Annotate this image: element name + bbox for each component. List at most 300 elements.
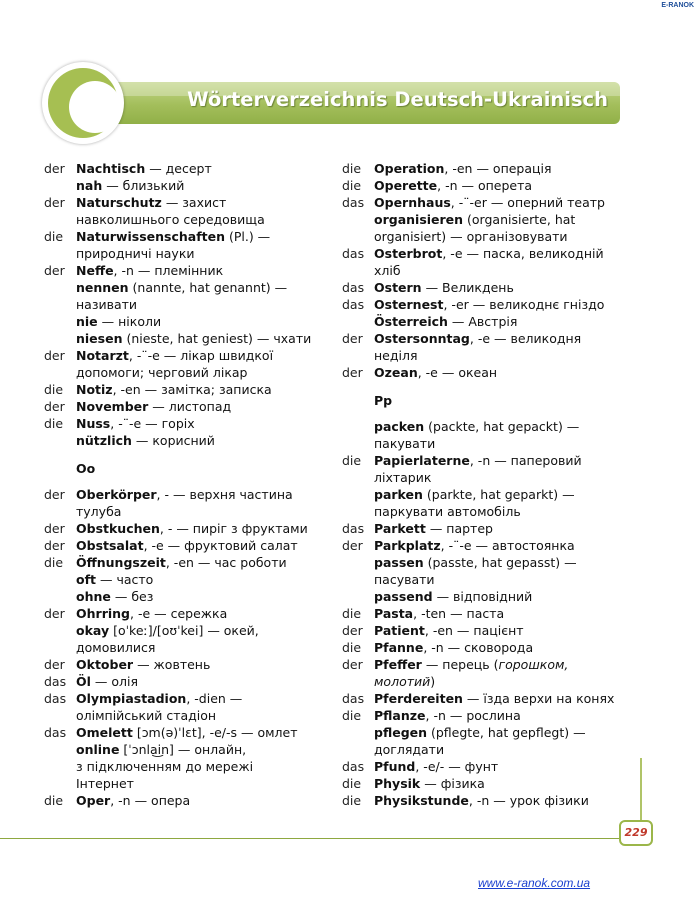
entry-text xyxy=(76,554,322,571)
glossary-entry xyxy=(44,537,322,554)
entry-article: die xyxy=(342,708,362,723)
entry-headword: Ozean xyxy=(374,365,418,380)
entry-text xyxy=(76,724,322,741)
entry-translation: [oˈkeː]/[oʊˈkei] — окей, xyxy=(109,623,259,638)
entry-text xyxy=(76,775,322,792)
entry-headword: Omelett xyxy=(76,725,133,740)
entry-translation: , -¨-e — автостоянка xyxy=(440,538,575,553)
entry-translation: (packte, hat gepackt) — xyxy=(424,419,580,434)
entry-translation: допомоги; черговий лікар xyxy=(76,365,248,380)
entry-text xyxy=(76,228,322,245)
entry-headword: pflegen xyxy=(374,725,428,740)
glossary-entry xyxy=(44,381,322,398)
entry-text xyxy=(374,656,642,673)
glossary-entry xyxy=(44,262,322,279)
entry-headword: Öffnungszeit xyxy=(76,555,166,570)
entry-headword: Ohrring xyxy=(76,606,130,621)
entry-text xyxy=(76,296,322,313)
entry-text xyxy=(76,656,322,673)
entry-translation: пасувати xyxy=(374,572,435,587)
entry-translation: , -n — опера xyxy=(110,793,191,808)
entry-article xyxy=(342,503,374,520)
entry-article: der xyxy=(44,399,65,414)
entry-text xyxy=(374,160,642,177)
entry-translation: (parkte, hat geparkt) — xyxy=(422,487,575,502)
glossary-entry xyxy=(44,639,322,656)
entry-translation: — Австрія xyxy=(447,314,518,329)
entry-text xyxy=(76,537,322,554)
entry-text xyxy=(76,364,322,381)
entry-article: die xyxy=(342,776,362,791)
entry-text xyxy=(76,262,322,279)
entry-text xyxy=(374,605,642,622)
entry-article: die xyxy=(44,555,64,570)
entry-translation: олімпійський стадіон xyxy=(76,708,217,723)
page-number: 229 xyxy=(619,820,653,846)
glossary-entry xyxy=(44,330,322,347)
entry-text xyxy=(374,673,642,690)
entry-translation: — партер xyxy=(425,521,493,536)
entry-text xyxy=(374,418,642,435)
entry-text xyxy=(374,588,642,605)
glossary-entry xyxy=(342,330,642,347)
glossary-entry xyxy=(44,228,322,245)
glossary-entry xyxy=(44,415,322,432)
entry-article xyxy=(44,177,76,194)
entry-text xyxy=(374,364,642,381)
entry-translation: — часто xyxy=(96,572,154,587)
glossary-entry xyxy=(44,707,322,724)
margin-rule xyxy=(640,758,642,820)
entry-article: die xyxy=(342,793,362,808)
decorative-circle-icon xyxy=(42,62,124,144)
entry-translation: , -n — племінник xyxy=(113,263,224,278)
entry-translation: тулуба xyxy=(76,504,122,519)
entry-translation: доглядати xyxy=(374,742,445,757)
entry-headword: Olympiastadion xyxy=(76,691,187,706)
entry-headword: Osternest xyxy=(374,297,444,312)
entry-article: der xyxy=(44,161,65,176)
entry-text xyxy=(76,313,322,330)
glossary-entry xyxy=(342,486,642,503)
entry-article: der xyxy=(342,331,363,346)
glossary-entry xyxy=(342,452,642,469)
entry-translation: Інтернет xyxy=(76,776,134,791)
glossary-entry xyxy=(342,313,642,330)
entry-translation: неділя xyxy=(374,348,418,363)
entry-article: die xyxy=(44,416,64,431)
entry-headword: Patient xyxy=(374,623,425,638)
glossary-entry xyxy=(342,245,642,262)
entry-article xyxy=(44,432,76,449)
entry-article: die xyxy=(44,382,64,397)
entry-article xyxy=(342,313,374,330)
entry-text xyxy=(76,381,322,398)
entry-headword: okay xyxy=(76,623,110,638)
entry-article: das xyxy=(342,195,365,210)
entry-translation: , -en — час роботи xyxy=(165,555,287,570)
entry-article xyxy=(342,571,374,588)
entry-headword: Operette xyxy=(374,178,438,193)
entry-translation: — перець ( xyxy=(421,657,499,672)
entry-translation: , -n — урок фізики xyxy=(468,793,589,808)
entry-article: der xyxy=(44,606,65,621)
entry-headword: Pfeffer xyxy=(374,657,422,672)
entry-text xyxy=(374,741,642,758)
entry-translation: (organisierte, hat xyxy=(463,212,576,227)
entry-translation: , -¨-e — горіх xyxy=(110,416,195,431)
entry-text xyxy=(76,605,322,622)
entry-text xyxy=(76,707,322,724)
entry-headword: parken xyxy=(374,487,423,502)
entry-article: die xyxy=(342,178,362,193)
glossary-entry xyxy=(44,741,322,758)
entry-headword: nie xyxy=(76,314,98,329)
entry-translation: ліхтарик xyxy=(374,470,432,485)
entry-text xyxy=(76,211,322,228)
entry-headword: Notarzt xyxy=(76,348,129,363)
glossary-entry xyxy=(342,673,642,690)
entry-article: die xyxy=(342,640,362,655)
entry-translation: , -e/- — фунт xyxy=(415,759,499,774)
entry-headword: passend xyxy=(374,589,433,604)
entry-headword: Pferdereiten xyxy=(374,691,463,706)
glossary-entry xyxy=(342,435,642,452)
glossary-entry xyxy=(44,554,322,571)
entry-article: das xyxy=(342,759,365,774)
entry-article: das xyxy=(44,674,67,689)
entry-article xyxy=(44,296,76,313)
entry-text xyxy=(76,245,322,262)
entry-article: die xyxy=(342,453,362,468)
glossary-entry xyxy=(342,160,642,177)
glossary-entry xyxy=(44,622,322,639)
glossary-entry xyxy=(342,537,642,554)
entry-article xyxy=(44,330,76,347)
entry-article: der xyxy=(342,657,363,672)
glossary-entry xyxy=(44,520,322,537)
entry-text xyxy=(76,432,322,449)
entry-text xyxy=(374,639,642,656)
entry-text xyxy=(76,792,322,809)
glossary-entry xyxy=(44,486,322,503)
entry-article xyxy=(342,554,374,571)
glossary-entry xyxy=(44,775,322,792)
entry-translation: , -e — великодня xyxy=(469,331,582,346)
entry-article xyxy=(44,707,76,724)
glossary-entry xyxy=(342,639,642,656)
entry-headword: Pasta xyxy=(374,606,414,621)
entry-article xyxy=(342,418,374,435)
glossary-entry xyxy=(342,177,642,194)
glossary-entry xyxy=(44,588,322,605)
entry-text xyxy=(76,588,322,605)
entry-text xyxy=(374,245,642,262)
entry-article: das xyxy=(342,246,365,261)
entry-text xyxy=(76,347,322,364)
entry-text xyxy=(374,520,642,537)
entry-translation: , -er — великоднє гніздо xyxy=(443,297,605,312)
entry-text xyxy=(374,554,642,571)
entry-translation: (Pl.) — xyxy=(225,229,271,244)
glossary-entry xyxy=(44,571,322,588)
entry-headword: Parkplatz xyxy=(374,538,441,553)
entry-translation: паркувати автомобіль xyxy=(374,504,521,519)
entry-text xyxy=(76,330,322,347)
section-letter-heading: Oo xyxy=(76,461,96,476)
entry-translation: , -n — рослина xyxy=(425,708,521,723)
entry-translation: — їзда верхи на конях xyxy=(462,691,615,706)
page-title: Wörterverzeichnis Deutsch-Ukrainisch xyxy=(187,88,608,111)
entry-text xyxy=(374,330,642,347)
entry-text xyxy=(76,486,322,503)
entry-article xyxy=(44,211,76,228)
glossary-entry xyxy=(44,347,322,364)
entry-translation: — жовтень xyxy=(133,657,211,672)
entry-headword: online xyxy=(76,742,120,757)
entry-translation: — олія xyxy=(90,674,138,689)
entry-headword: Osterbrot xyxy=(374,246,443,261)
entry-translation: , -e — океан xyxy=(417,365,498,380)
glossary-entry xyxy=(342,588,642,605)
glossary-entry xyxy=(44,194,322,211)
entry-text xyxy=(76,415,322,432)
entry-headword: Neffe xyxy=(76,263,114,278)
entry-headword: niesen xyxy=(76,331,123,346)
glossary-entry xyxy=(342,758,642,775)
entry-translation: домовилися xyxy=(76,640,156,655)
glossary-entry xyxy=(44,279,322,296)
entry-text xyxy=(374,724,642,741)
glossary-entry xyxy=(44,673,322,690)
entry-translation: — ніколи xyxy=(97,314,162,329)
entry-text xyxy=(374,262,642,279)
entry-translation: природничі науки xyxy=(76,246,195,261)
circle-inner xyxy=(69,81,121,133)
glossary-entry xyxy=(44,432,322,449)
entry-headword: organisieren xyxy=(374,212,464,227)
glossary-entry xyxy=(44,364,322,381)
entry-article xyxy=(342,211,374,228)
entry-article: der xyxy=(44,195,65,210)
entry-article xyxy=(44,245,76,262)
glossary-entry xyxy=(342,364,642,381)
entry-translation: [ɔm(ə)ˈlɛt], -e/-s — омлет xyxy=(132,725,298,740)
section-letter-heading: Pp xyxy=(374,393,393,408)
entry-translation: , -¨-er — оперний театр xyxy=(450,195,605,210)
entry-headword: Operation xyxy=(374,161,445,176)
glossary-entry xyxy=(342,571,642,588)
entry-article xyxy=(44,279,76,296)
entry-translation: — без xyxy=(110,589,154,604)
entry-translation: навколишнього середовища xyxy=(76,212,265,227)
entry-headword: Nachtisch xyxy=(76,161,146,176)
entry-headword: passen xyxy=(374,555,424,570)
entry-headword: Oberkörper xyxy=(76,487,157,502)
entry-text xyxy=(374,211,642,228)
entry-text xyxy=(76,622,322,639)
entry-article xyxy=(342,435,374,452)
entry-article xyxy=(44,364,76,381)
left-glossary-column xyxy=(44,160,322,809)
entry-headword: Opernhaus xyxy=(374,195,451,210)
glossary-entry xyxy=(342,775,642,792)
entry-headword: nah xyxy=(76,178,103,193)
entry-translation: , -n — сковорода xyxy=(423,640,534,655)
glossary-entry xyxy=(342,503,642,520)
glossary-entry xyxy=(44,690,322,707)
glossary-entry xyxy=(342,792,642,809)
entry-text xyxy=(76,741,322,758)
entry-headword: nützlich xyxy=(76,433,132,448)
entry-translation: — корисний xyxy=(131,433,215,448)
entry-text xyxy=(374,177,642,194)
entry-headword: Physik xyxy=(374,776,421,791)
glossary-entry xyxy=(342,296,642,313)
glossary-entry xyxy=(44,313,322,330)
entry-headword: oft xyxy=(76,572,97,587)
entry-text xyxy=(76,177,322,194)
entry-headword: Pfund xyxy=(374,759,416,774)
glossary-entry xyxy=(342,622,642,639)
entry-translation: з підключенням до мережі xyxy=(76,759,254,774)
website-link[interactable]: www.e-ranok.com.ua xyxy=(478,876,591,890)
glossary-entry xyxy=(44,160,322,177)
entry-translation: — десерт xyxy=(145,161,212,176)
entry-translation: , -en — пацієнт xyxy=(424,623,524,638)
glossary-entry xyxy=(342,554,642,571)
entry-text xyxy=(374,313,642,330)
entry-translation: , -n — паперовий xyxy=(469,453,582,468)
glossary-entry xyxy=(342,690,642,707)
entry-translation: , -¨-e — лікар швидкої xyxy=(128,348,274,363)
entry-translation: , -e — фруктовий салат xyxy=(143,538,298,553)
entry-translation: — близький xyxy=(102,178,185,193)
entry-translation: [ˈɔnla͜in] — онлайн, xyxy=(119,742,247,757)
entry-article: der xyxy=(44,521,65,536)
glossary-entry xyxy=(342,194,642,211)
entry-translation: , - — пиріг з фруктами xyxy=(159,521,308,536)
entry-headword: Naturschutz xyxy=(76,195,162,210)
entry-article xyxy=(342,228,374,245)
entry-headword: Nuss xyxy=(76,416,111,431)
entry-translation: — захист xyxy=(161,195,227,210)
entry-article: die xyxy=(342,161,362,176)
entry-article: der xyxy=(44,263,65,278)
entry-text xyxy=(76,279,322,296)
glossary-entry xyxy=(342,741,642,758)
entry-text xyxy=(374,503,642,520)
entry-article: der xyxy=(44,348,65,363)
entry-article: die xyxy=(44,793,64,808)
entry-headword: Pfanne xyxy=(374,640,424,655)
entry-headword: Ostern xyxy=(374,280,422,295)
glossary-entry xyxy=(342,418,642,435)
glossary-entry xyxy=(342,347,642,364)
entry-text xyxy=(374,622,642,639)
glossary-entry xyxy=(44,758,322,775)
glossary-entry xyxy=(44,503,322,520)
entry-article xyxy=(342,673,374,690)
entry-headword: Öl xyxy=(76,674,91,689)
entry-article: das xyxy=(342,297,365,312)
entry-translation: пакувати xyxy=(374,436,436,451)
glossary-entry xyxy=(44,398,322,415)
entry-article xyxy=(44,741,76,758)
entry-article xyxy=(44,503,76,520)
entry-article: die xyxy=(44,229,64,244)
glossary-entry xyxy=(342,656,642,673)
entry-translation: (pflegte, hat gepflegt) — xyxy=(427,725,586,740)
entry-article: das xyxy=(342,521,365,536)
entry-headword: Pflanze xyxy=(374,708,426,723)
circle-ring xyxy=(48,68,118,138)
entry-translation: називати xyxy=(76,297,138,312)
entry-article: der xyxy=(342,538,363,553)
entry-text xyxy=(374,758,642,775)
entry-article xyxy=(342,347,374,364)
entry-article xyxy=(44,622,76,639)
entry-italic-note: горошком, xyxy=(498,657,569,672)
entry-article: das xyxy=(342,691,365,706)
entry-article: das xyxy=(44,725,67,740)
glossary-entry xyxy=(44,177,322,194)
entry-italic-note: молотий xyxy=(374,674,431,689)
entry-article: die xyxy=(342,606,362,621)
entry-headword: Obstsalat xyxy=(76,538,144,553)
entry-translation: , -n — оперета xyxy=(437,178,533,193)
entry-article: der xyxy=(44,538,65,553)
entry-article xyxy=(342,262,374,279)
glossary-entry xyxy=(44,245,322,262)
entry-headword: Parkett xyxy=(374,521,426,536)
glossary-entry xyxy=(342,211,642,228)
glossary-entry xyxy=(342,724,642,741)
glossary-entry xyxy=(342,228,642,245)
entry-text xyxy=(374,469,642,486)
entry-text xyxy=(76,571,322,588)
entry-translation: , -ten — паста xyxy=(413,606,505,621)
entry-article xyxy=(342,486,374,503)
entry-headword: Naturwissenschaften xyxy=(76,229,225,244)
entry-translation: хліб xyxy=(374,263,401,278)
glossary-entry xyxy=(44,605,322,622)
entry-article xyxy=(342,724,374,741)
entry-text xyxy=(76,503,322,520)
entry-text xyxy=(374,296,642,313)
entry-text xyxy=(374,571,642,588)
entry-text xyxy=(374,279,642,296)
entry-headword: packen xyxy=(374,419,425,434)
entry-text xyxy=(76,398,322,415)
entry-translation: (nieste, hat geniest) — чхати xyxy=(122,331,312,346)
entry-text xyxy=(374,435,642,452)
glossary-entry xyxy=(342,279,642,296)
entry-article xyxy=(342,741,374,758)
glossary-entry xyxy=(342,469,642,486)
glossary-entry xyxy=(44,792,322,809)
entry-translation: , -dien — xyxy=(186,691,243,706)
entry-article: der xyxy=(44,487,65,502)
entry-headword: nennen xyxy=(76,280,129,295)
publisher-logo: E-RANOK xyxy=(661,2,694,9)
entry-article xyxy=(44,639,76,656)
entry-article: das xyxy=(44,691,67,706)
glossary-entry xyxy=(342,262,642,279)
entry-text xyxy=(374,347,642,364)
glossary-entry xyxy=(44,211,322,228)
entry-text xyxy=(374,775,642,792)
